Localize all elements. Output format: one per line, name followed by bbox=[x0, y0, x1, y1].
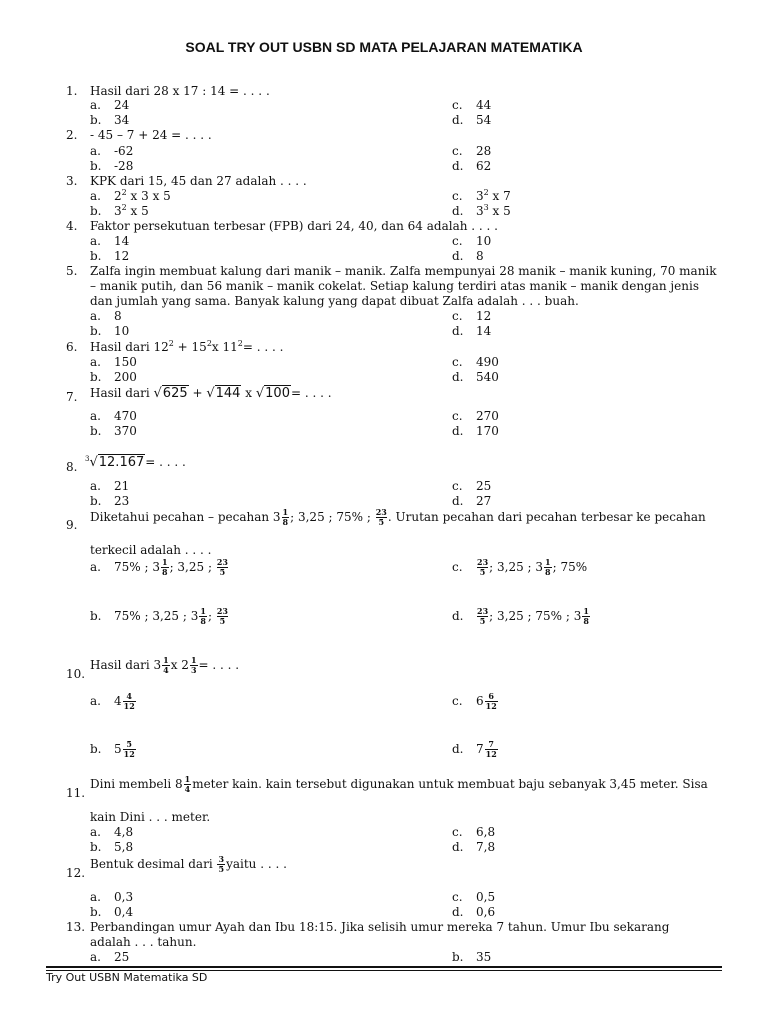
question-4: 4. bbox=[66, 219, 78, 233]
page-title: SOAL TRY OUT USBN SD MATA PELAJARAN MATEMATIKA bbox=[185, 39, 583, 55]
question-10-text: Hasil dari 3 $\frac{1}{4}$ x 2 $\frac{1}{3}$ = . . . . bbox=[90, 655, 240, 675]
q11-option-b: b. 5,8 bbox=[90, 840, 134, 854]
q4-option-c: c. 10 bbox=[452, 234, 492, 248]
q11-option-a: a. 4,8 bbox=[90, 825, 134, 839]
question-12: 12. bbox=[66, 866, 86, 880]
q12-option-c: c. 0,5 bbox=[452, 890, 496, 904]
question-1-text: Hasil dari 28 x 17 : 14 = . . . . bbox=[90, 84, 270, 98]
q10-option-d: d. 7 $\frac{7}{12}$ bbox=[452, 739, 497, 759]
q6-option-c: c. 490 bbox=[452, 355, 499, 369]
q6-option-a: a. 150 bbox=[90, 355, 137, 369]
question-2-text: - 45 – 7 + 24 = . . . . bbox=[90, 128, 212, 142]
q12-option-d: d. 0,6 bbox=[452, 905, 496, 919]
question-7: 7. bbox=[66, 390, 78, 404]
question-5: 5. bbox=[66, 264, 78, 278]
q9-option-b: b. 75% ; 3,25 ; 3 $\frac{1}{8}$ ; $\frac{23}{5}$ bbox=[90, 606, 228, 626]
footer-divider bbox=[46, 966, 722, 968]
q7-option-d: d. 170 bbox=[452, 424, 499, 438]
question-9: 9. bbox=[66, 518, 78, 532]
q12-option-b: b. 0,4 bbox=[90, 905, 134, 919]
q8-option-b: b. 23 bbox=[90, 494, 130, 508]
q7-option-c: c. 270 bbox=[452, 409, 499, 423]
q6-option-b: b. 200 bbox=[90, 370, 137, 384]
question-9-text: Diketahui pecahan – pecahan 3 $\frac{1}{8}$ ; 3,25 ; 75% ; $\frac{23}{5}$ . Urutan pecahan dari pecahan terbesar ke pecahan bbox=[90, 507, 706, 527]
q1-option-c: c. 44 bbox=[452, 98, 492, 112]
question-11-text-line2: kain Dini . . . meter. bbox=[90, 810, 211, 824]
q6-option-d: d. 540 bbox=[452, 370, 499, 384]
q5-option-a: a. 8 bbox=[90, 309, 122, 323]
q1-option-b: b. 34 bbox=[90, 113, 130, 127]
question-13: 13. bbox=[66, 920, 86, 934]
question-2: 2. bbox=[66, 128, 78, 142]
question-8-text: $^3$√12.167= . . . . bbox=[85, 455, 186, 470]
question-12-text: Bentuk desimal dari $\frac{3}{5}$ yaitu . . . . bbox=[90, 854, 287, 874]
sqrt-625: √625 bbox=[153, 386, 188, 401]
fraction: $\frac{23}{5}$ bbox=[375, 507, 387, 527]
q10-option-c: c. 6 $\frac{6}{12}$ bbox=[452, 691, 497, 711]
question-5-text: Zalfa ingin membuat kalung dari manik – manik. Zalfa mempunyai 28 manik – manik kuning, 70 manik – manik putih, dan 56 manik – manik cokelat. Setiap kalung terdiri atas manik – manik dengan jenis dan jumlah yang sama. Banyak kalung yang dapat dibuat Zalfa adalah . . . buah. bbox=[90, 264, 717, 308]
q9-option-d: d. $\frac{23}{5}$ ; 3,25 ; 75% ; 3 $\frac{1}{8}$ bbox=[452, 606, 589, 626]
question-4-text: Faktor persekutuan terbesar (FPB) dari 24, 40, dan 64 adalah . . . . bbox=[90, 219, 498, 233]
q13-option-b: b. 35 bbox=[452, 950, 492, 964]
q10-option-b: b. 5 $\frac{5}{12}$ bbox=[90, 739, 135, 759]
cube-root-12167: √12.167 bbox=[89, 455, 145, 470]
q1-option-d: d. 54 bbox=[452, 113, 492, 127]
q13-option-a: a. 25 bbox=[90, 950, 130, 964]
q8-option-d: d. 27 bbox=[452, 494, 492, 508]
q12-option-a: a. 0,3 bbox=[90, 890, 134, 904]
question-13-text-line2: adalah . . . tahun. bbox=[90, 935, 197, 949]
question-7-text: Hasil dari √625 + √144 x √100= . . . . bbox=[90, 386, 332, 401]
q10-option-a: a. 4 $\frac{4}{12}$ bbox=[90, 691, 135, 711]
q3-option-d: d. $3^3$ x 5 bbox=[452, 203, 511, 218]
q2-option-b: b. -28 bbox=[90, 159, 134, 173]
q2-option-d: d. 62 bbox=[452, 159, 492, 173]
q7-option-b: b. 370 bbox=[90, 424, 137, 438]
question-10: 10. bbox=[66, 667, 86, 681]
sqrt-144: √144 bbox=[206, 386, 241, 401]
q5-option-c: c. 12 bbox=[452, 309, 492, 323]
page-footer: Try Out USBN Matematika SD bbox=[46, 971, 208, 984]
q11-option-c: c. 6,8 bbox=[452, 825, 496, 839]
q4-option-b: b. 12 bbox=[90, 249, 130, 263]
q3-option-b: b. $3^2$ x 5 bbox=[90, 203, 149, 218]
q4-option-a: a. 14 bbox=[90, 234, 130, 248]
q7-option-a: a. 470 bbox=[90, 409, 137, 423]
question-8: 8. bbox=[66, 460, 78, 474]
q4-option-d: d. 8 bbox=[452, 249, 484, 263]
question-9-text-line2: terkecil adalah . . . . bbox=[90, 543, 212, 557]
sqrt-100: √100 bbox=[255, 386, 290, 401]
question-6-text: Hasil dari $12^2 + 15^2x$ $11^2=$ . . . . bbox=[90, 339, 284, 354]
q9-option-c: c. $\frac{23}{5}$ ; 3,25 ; 3 $\frac{1}{8}$ ; 75% bbox=[452, 557, 588, 577]
q8-option-a: a. 21 bbox=[90, 479, 130, 493]
q2-option-a: a. -62 bbox=[90, 144, 134, 158]
question-3-text: KPK dari 15, 45 dan 27 adalah . . . . bbox=[90, 174, 307, 188]
question-3: 3. bbox=[66, 174, 78, 188]
q3-option-a: a. $2^2$ x 3 x 5 bbox=[90, 188, 171, 203]
q1-option-a: a. 24 bbox=[90, 98, 130, 112]
q3-option-c: c. $3^2$ x 7 bbox=[452, 188, 511, 203]
q9-option-a: a. 75% ; 3 $\frac{1}{8}$ ; 3,25 ; $\frac{23}{5}$ bbox=[90, 557, 228, 577]
question-11-text: Dini membeli 8 $\frac{1}{4}$ meter kain. kain tersebut digunakan untuk membuat baju sebanyak 3,45 meter. Sisa bbox=[90, 774, 708, 794]
q2-option-c: c. 28 bbox=[452, 144, 492, 158]
question-13-text: Perbandingan umur Ayah dan Ibu 18:15. Jika selisih umur mereka 7 tahun. Umur Ibu sekarang bbox=[90, 920, 670, 934]
question-6: 6. bbox=[66, 340, 78, 354]
question-1: 1. bbox=[66, 84, 78, 98]
q5-option-d: d. 14 bbox=[452, 324, 492, 338]
fraction: $\frac{1}{8}$ bbox=[282, 507, 289, 527]
question-11: 11. bbox=[66, 786, 86, 800]
q5-option-b: b. 10 bbox=[90, 324, 130, 338]
q11-option-d: d. 7,8 bbox=[452, 840, 496, 854]
q8-option-c: c. 25 bbox=[452, 479, 492, 493]
